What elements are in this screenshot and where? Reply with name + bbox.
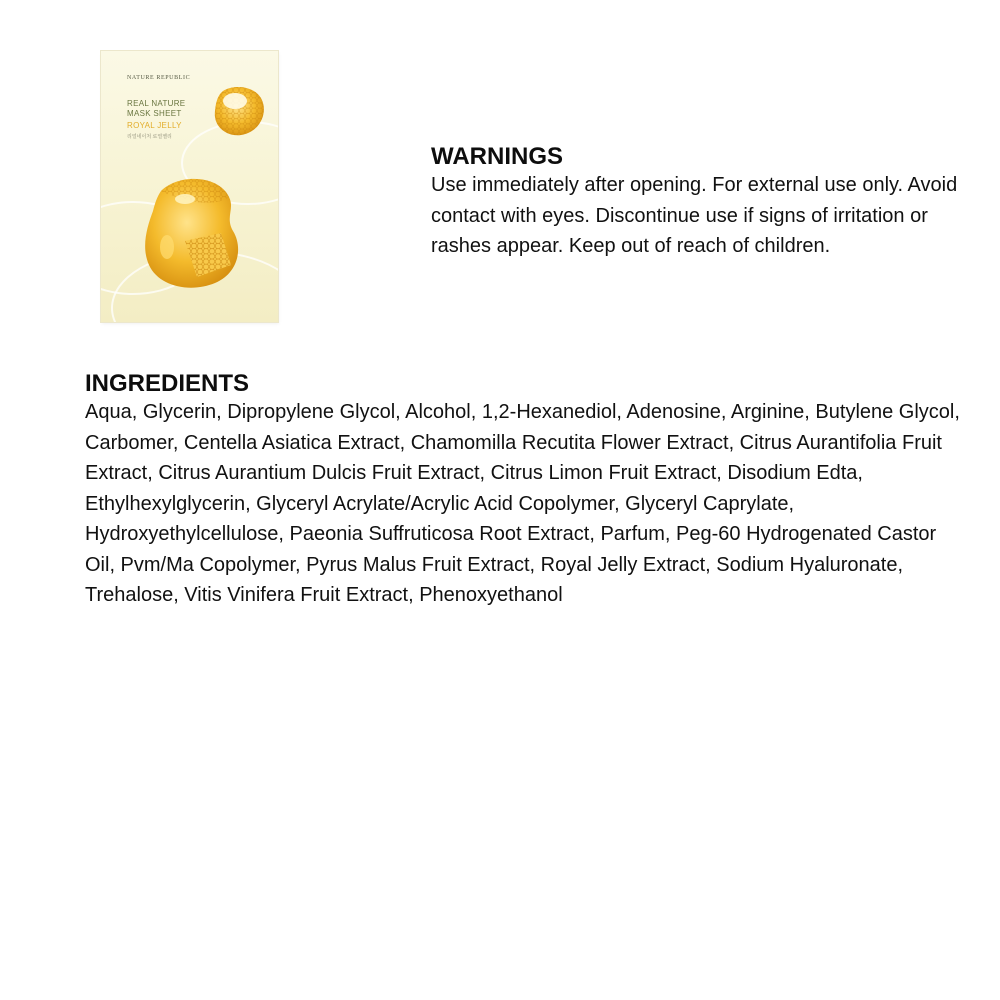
packet-brand: NATURE REPUBLIC — [127, 75, 191, 81]
packet-variant: ROYAL JELLY — [127, 121, 182, 130]
ingredients-text: Aqua, Glycerin, Dipropylene Glycol, Alcohol, 1,2-Hexanediol, Adenosine, Arginine, Butylene Glycol, Carbomer, Centella Asiatica Extract, Chamomilla Recutita Flower Extract, Citrus Aurantifolia Fruit Extract, Citrus Aurantium Dulcis Fruit Extract, Citrus Limon Fruit Extract, Disodium Edta, Ethylhexylglycerin, Glyceryl Acrylate/Acrylic Acid Copolymer, Glyceryl Caprylate, Hydroxyethylcellulose, Paeonia Suffruticosa Root Extract, Parfum, Peg-60 Hydrogenated Castor Oil, Pvm/Ma Copolymer, Pyrus Malus Fruit Extract, Royal Jelly Extract, Sodium Hyaluronate, Trehalose, Vitis Vinifera Fruit Extract, Phenoxyethanol — [85, 401, 960, 606]
honeycomb-illustration — [101, 51, 278, 322]
warnings-text: Use immediately after opening. For external use only. Avoid contact with eyes. Discontinue use if signs of irritation or rashes appear. Keep out of reach of children. — [431, 174, 958, 257]
warnings-section — [431, 144, 976, 262]
product-packet-image — [101, 51, 278, 322]
packet-product-name-line1: REAL NATURE — [127, 99, 186, 108]
large-honeycomb-piece — [145, 179, 238, 288]
small-honeycomb-piece — [215, 87, 264, 135]
packet-product-name-line2: MASK SHEET — [127, 109, 182, 118]
packet-korean-text: 리얼네이처 로열젤리 — [127, 134, 172, 140]
warnings-title: WARNINGS — [431, 143, 563, 170]
ingredients-section — [85, 371, 965, 611]
ingredients-title: INGREDIENTS — [85, 370, 250, 397]
packet-product-name — [127, 99, 185, 119]
